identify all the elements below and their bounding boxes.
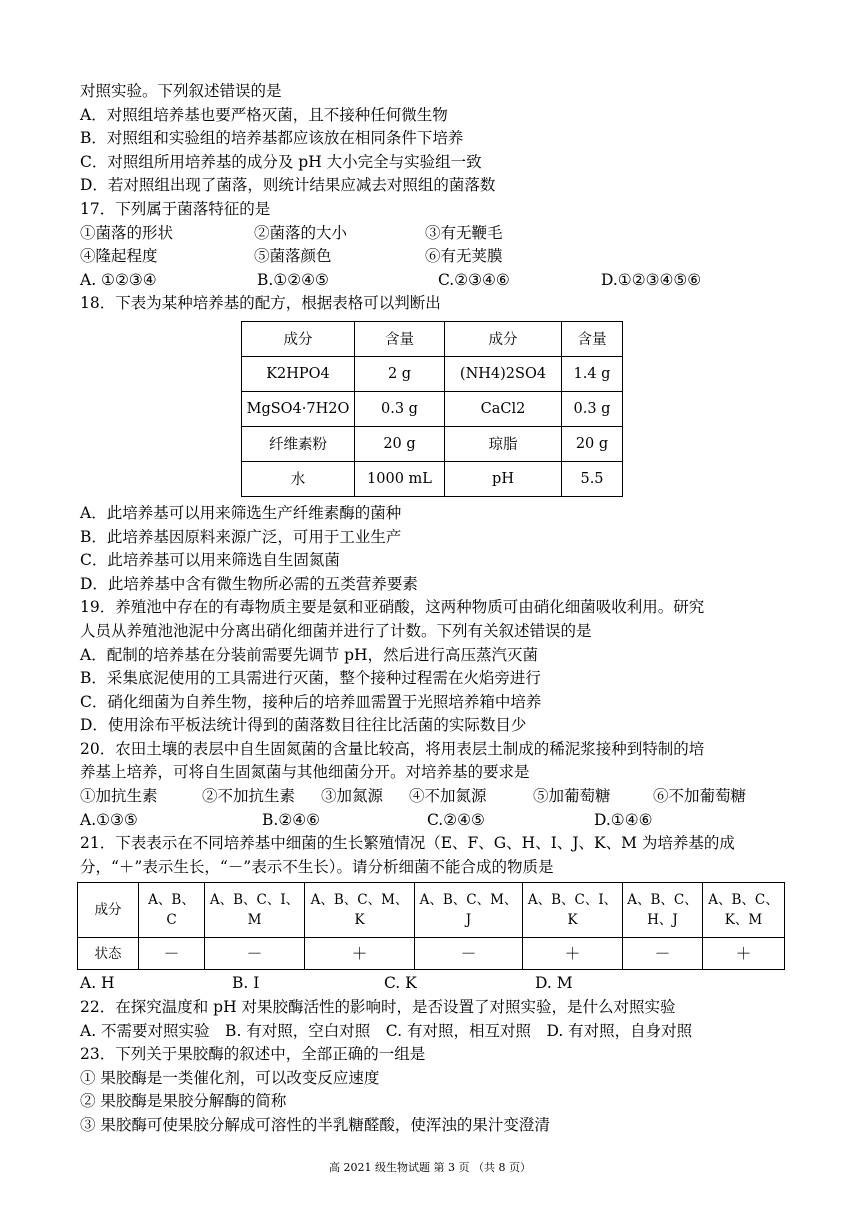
q20-options: [80, 809, 785, 833]
q17-item-5: ⑤菌落颜色: [254, 247, 332, 266]
q17-option-d: D.①②③④⑤⑥: [601, 270, 702, 289]
table-cell: －: [623, 938, 703, 970]
q17-option-a: A. ①②③④: [80, 270, 157, 289]
table-cell: 20 g: [355, 426, 445, 461]
medium-recipe-table: [241, 321, 623, 497]
q16-option-a: A．对照组培养基也要严格灭菌，且不接种任何微生物: [80, 105, 448, 124]
q20-item-4: ④不加氮源: [409, 787, 487, 806]
q22-options: A. 不需要对照实验 B. 有对照，空白对照 C. 有对照，相互对照 D. 有对照，自身对照: [80, 1021, 693, 1040]
table-header-cell: 成分: [242, 321, 355, 356]
table-cell: ＋: [523, 938, 623, 970]
q20-option-b: B.②④⑥: [262, 810, 321, 829]
q16-option-d: D．若对照组出现了菌落，则统计结果应减去对照组的菌落数: [80, 176, 496, 195]
q18-stem: 18．下表为某种培养基的配方，根据表格可以判断出: [80, 294, 441, 313]
table-header-cell: A、B、C、 H、J: [623, 883, 703, 938]
q22-stem: 22．在探究温度和 pH 对果胶酶活性的影响时，是否设置了对照实验，是什么对照实验: [80, 998, 676, 1017]
q21-stem-line1: 21．下表表示在不同培养基中细菌的生长繁殖情况（E、F、G、H、I、J、K、M 为培养基的成: [80, 834, 735, 853]
table-header-cell: A、B、C、M、 J: [415, 883, 523, 938]
q19-option-b: B．采集底泥使用的工具需进行灭菌，整个接种过程需在火焰旁进行: [80, 669, 541, 688]
q17-item-3: ③有无鞭毛: [425, 223, 503, 242]
q17-item-6: ⑥有无荚膜: [425, 247, 503, 266]
q20-stem-line2: 养基上培养，可将自生固氮菌与其他细菌分开。对培养基的要求是: [80, 763, 530, 782]
table-header-cell: A、B、C、I、 M: [205, 883, 305, 938]
q18-option-b: B．此培养基因原料来源广泛，可用于工业生产: [80, 527, 402, 546]
table-cell: 1000 mL: [355, 461, 445, 496]
table-cell: 0.3 g: [355, 391, 445, 426]
table-cell: MgSO4·7H2O: [242, 391, 355, 426]
growth-table: [77, 882, 785, 970]
table-cell: pH: [445, 461, 562, 496]
q16-option-c: C．对照组所用培养基的成分及 pH 大小完全与实验组一致: [80, 152, 482, 171]
q20-items: [80, 785, 785, 809]
page-footer: 高 2021 级生物试题 第 3 页 （共 8 页）: [329, 1161, 531, 1174]
table-header-cell: A、B、 C: [139, 883, 205, 938]
q20-option-c: C.②④⑤: [427, 810, 485, 829]
q17-items-row1: [80, 222, 785, 246]
q23-item-3: ③ 果胶酶可使果胶分解成可溶性的半乳糖醛酸，使浑浊的果汁变澄清: [80, 1116, 550, 1134]
q17-option-b: B.①②④⑤: [257, 270, 329, 289]
q23-item-2: ② 果胶酶是果胶分解酶的简称: [80, 1092, 287, 1111]
q19-stem-line2: 人员从养殖池池泥中分离出硝化细菌并进行了计数。下列有关叙述错误的是: [80, 621, 592, 640]
q20-option-a: A.①③⑤: [80, 810, 138, 829]
q21-stem-line2: 分，“＋”表示生长，“－”表示不生长）。请分析细菌不能合成的物质是: [80, 857, 554, 876]
q17-item-4: ④隆起程度: [80, 247, 158, 266]
table-cell: 5.5: [562, 461, 623, 496]
table-cell: 2 g: [355, 356, 445, 391]
q17-item-2: ②菌落的大小: [254, 223, 348, 242]
q23-item-1: ① 果胶酶是一类催化剂，可以改变反应速度: [80, 1068, 380, 1087]
q21-option-a: A. H: [80, 974, 115, 993]
table-cell: CaCl2: [445, 391, 562, 426]
q16-option-b: B．对照组和实验组的培养基都应该放在相同条件下培养: [80, 129, 464, 148]
q17-options: [80, 269, 785, 293]
table-header-cell: 含量: [355, 321, 445, 356]
table-header-cell: 成分: [445, 321, 562, 356]
q17-stem: 17．下列属于菌落特征的是: [80, 199, 271, 218]
q23-stem: 23．下列关于果胶酶的叙述中，全部正确的一组是: [80, 1045, 426, 1064]
q19-option-d: D．使用涂布平板法统计得到的菌落数目往往比活菌的实际数目少: [80, 716, 527, 735]
exam-page: [80, 80, 785, 1138]
table-cell: 琼脂: [445, 426, 562, 461]
q17-option-c: C.②③④⑥: [438, 270, 510, 289]
q19-stem-line1: 19．养殖池中存在的有毒物质主要是氨和亚硝酸，这两种物质可由硝化细菌吸收利用。研究: [80, 598, 705, 617]
table-cell: (NH4)2SO4: [445, 356, 562, 391]
q20-item-3: ③加氮源: [321, 787, 384, 806]
q17-item-1: ①菌落的形状: [80, 223, 174, 242]
q20-option-d: D.①④⑥: [594, 810, 653, 829]
table-cell: 状态: [78, 938, 139, 970]
q18-option-a: A．此培养基可以用来筛选生产纤维素酶的菌种: [80, 503, 402, 522]
table-cell: K2HPO4: [242, 356, 355, 391]
q20-item-5: ⑤加葡萄糖: [533, 787, 611, 806]
table-cell: ＋: [305, 938, 415, 970]
q21-option-d: D. M: [535, 974, 573, 993]
q21-option-b: B. I: [232, 974, 260, 993]
table-header-cell: 成分: [78, 883, 139, 938]
table-cell: －: [415, 938, 523, 970]
table-cell: －: [205, 938, 305, 970]
table-cell: 0.3 g: [562, 391, 623, 426]
table-header-cell: 含量: [562, 321, 623, 356]
q21-options: [80, 972, 785, 996]
table-cell: 1.4 g: [562, 356, 623, 391]
table-header-cell: A、B、C、M、 K: [305, 883, 415, 938]
q20-item-1: ①加抗生素: [80, 787, 158, 806]
table-header-cell: A、B、C、I、 K: [523, 883, 623, 938]
q17-items-row2: [80, 245, 785, 269]
q19-option-c: C．硝化细菌为自养生物，接种后的培养皿需置于光照培养箱中培养: [80, 692, 542, 711]
q20-item-6: ⑥不加葡萄糖: [653, 787, 747, 806]
table-cell: ＋: [703, 938, 785, 970]
q20-item-2: ②不加抗生素: [202, 787, 296, 806]
table-cell: 20 g: [562, 426, 623, 461]
q16-stem-tail: 对照实验。下列叙述错误的是: [80, 82, 282, 100]
q19-option-a: A．配制的培养基在分装前需要先调节 pH，然后进行高压蒸汽灭菌: [80, 645, 539, 664]
table-cell: 水: [242, 461, 355, 496]
table-cell: 纤维素粉: [242, 426, 355, 461]
q21-option-c: C. K: [384, 974, 417, 993]
q18-option-c: C．此培养基可以用来筛选自生固氮菌: [80, 551, 340, 570]
q20-stem-line1: 20．农田土壤的表层中自生固氮菌的含量比较高，将用表层土制成的稀泥浆接种到特制的培: [80, 739, 705, 758]
table-header-cell: A、B、C、 K、M: [703, 883, 785, 938]
q18-option-d: D．此培养基中含有微生物所必需的五类营养要素: [80, 574, 418, 593]
table-cell: －: [139, 938, 205, 970]
